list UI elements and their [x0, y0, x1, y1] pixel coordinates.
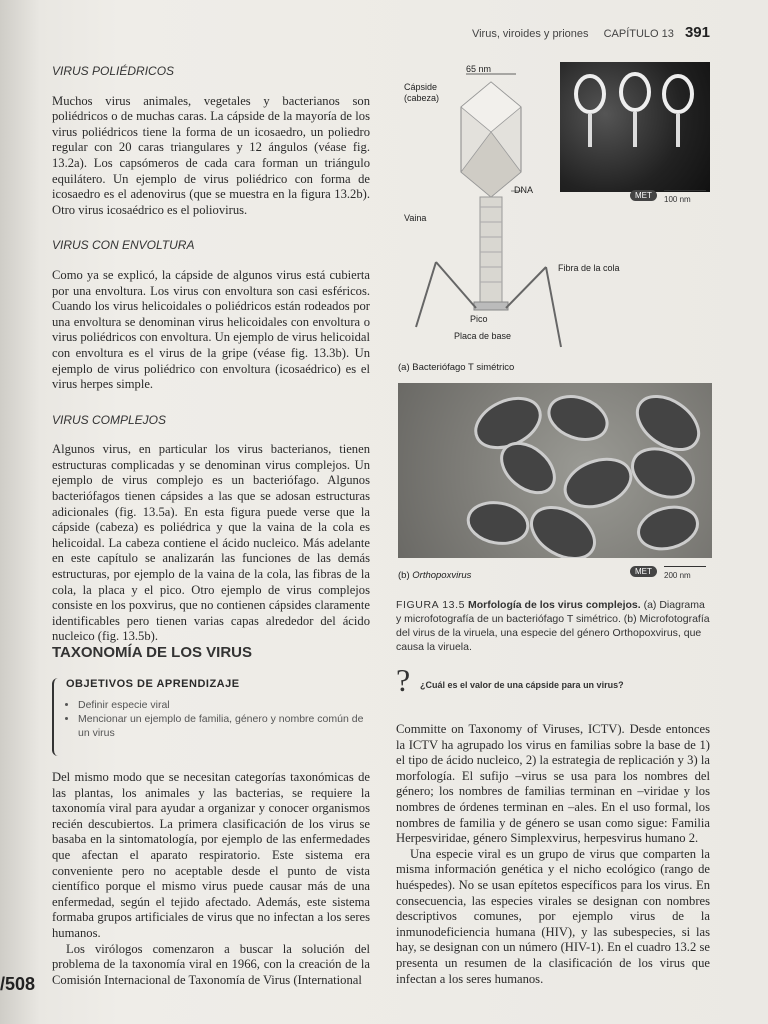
- subheading-enveloped: VIRUS CON ENVOLTURA: [52, 238, 195, 253]
- pin-label: Pico: [470, 314, 488, 324]
- capsid-label: Cápside (cabeza): [404, 82, 440, 103]
- met-badge-b: MET: [630, 566, 657, 577]
- figure-b-label: [398, 570, 471, 581]
- learning-objectives: [52, 678, 372, 740]
- phage-micrograph-art: [560, 62, 710, 192]
- figure-a-label: (a) Bacteriófago T simétrico: [398, 362, 515, 373]
- paragraph-taxonomy-1: Del mismo modo que se necesitan categorías taxonómicas de las plantas, los animales y las bacterias, se requiere la taxonomía viral para ayudar a organizar y conocer organismos recién descubiertos. La primera clasificación de los virus se basaba en la sintomatología, por ejemplo de las enfermedades que afectan el aparato respiratorio. Este sistema era conveniente pero no aceptable desde el punto de vista científico porque el mismo virus puede causar más de una enfermedad, según el tejido afectado. Además, este sistema formaba grupos artificiales de virus que no infectan a los seres humanos.: [52, 770, 370, 940]
- tail-fiber-label: Fibra de la cola: [558, 263, 620, 273]
- taxonomy-text: [52, 770, 370, 988]
- figure-caption: [396, 598, 710, 654]
- right-column: [396, 722, 710, 987]
- objectives-title: OBJETIVOS DE APRENDIZAJE: [66, 678, 240, 690]
- orthopoxvirus-micrograph: [398, 383, 712, 558]
- dna-label: DNA: [514, 185, 534, 195]
- met-badge-a: MET: [630, 190, 657, 201]
- subheading-complex: VIRUS COMPLEJOS: [52, 412, 167, 427]
- running-title: Virus, viroides y priones: [471, 28, 589, 40]
- scale-bar-b: 200 nm: [664, 566, 706, 580]
- orthopoxvirus-micrograph-art: [398, 383, 712, 558]
- running-header: [472, 24, 710, 41]
- subheading-polyhedral: VIRUS POLIÉDRICOS: [52, 64, 175, 78]
- objectives-list: [64, 698, 372, 740]
- base-plate-label: Placa de base: [454, 331, 512, 341]
- chapter-label: CAPÍTULO 13: [603, 28, 674, 40]
- paragraph-taxonomy-2: Los virólogos comenzaron a buscar la solución del problema de la taxonomía viral en 1966, con la creación de la Comisión Internacional de Taxonomía de Virus (International: [52, 941, 370, 987]
- caption-figure-number: FIGURA 13.5: [396, 599, 466, 611]
- review-question: ¿Cuál es el valor de una cápside para un virus?: [420, 680, 624, 690]
- caption-title: Morfología de los virus complejos.: [467, 599, 641, 611]
- figure-b-letter: (b): [398, 570, 410, 581]
- paragraph-complex: Algunos virus, en particular los virus bacterianos, tienen estructuras complicadas y se denominan virus complejos. Un ejemplo de virus complejo es un bacteriófago. Algunos bacteriófagos tienen cápsides a las que se adosan estructuras adicionales (fig. 13.5a). En esta figura puede verse que la cápside (cabeza) es poliédrica y que la vaina de la cola es helicoidal. La cabeza contiene el ácido nucleico. Más adelante en este capítulo se analizarán las funciones de las demás estructuras, por ejemplo de la vaina de la cola, las fibras de la cola, la placa y el pico. Otro ejemplo de virus complejos consiste en los poxvirus, que no contienen cápsides claramente identificables pero tienen varias capas alrededor del ácido nucleico (fig. 13.5b).: [52, 442, 370, 644]
- scale-bar-a: 100 nm: [664, 190, 706, 204]
- paragraph-polyhedral: Muchos virus animales, vegetales y bacterianos son poliédricos o de muchas caras. La cápside de la mayoría de los virus poliédricos tiene la forma de un icosaedro, un poliedro regular con 20 caras triangulares y 12 ángulos (véase fig. 13.2a). Los capsómeros de cada cara forman un triángulo equilátero. Un ejemplo de virus poliédrico con forma de icosaedro es el adenovirus (que se muestra en la figura 13.2b). Otro virus icosaédrico es el poliovirus.: [52, 93, 370, 217]
- paragraph-species: Una especie viral es un grupo de virus que comparten la misma información genética y el nicho ecológico (rango de huéspedes). No se usan epítetos específicos para los virus. En consecuencia, las especies virales se designan con nombres descriptivos comunes, por ejemplo virus de la inmunodeficiencia humana (HIV), y las subespecies, si las hay, se designan con un número (HIV-1). En el cuadro 13.2 se presenta un resumen de la clasificación de los virus que infectan a los seres humanos.: [396, 846, 710, 986]
- paragraph-ictv: Committe on Taxonomy of Viruses, ICTV). Desde entonces la ICTV ha agrupado los virus en familias sobre la base de 1) el tipo de ácido nucleico, 2) la estrategia de replicación y 3) la morfología. El sufijo –virus se usa para los nombres del género; los nombres de familias terminan en –viridae y los nombres de órdenes terminan en –ales. En el uso formal, los nombres de familia y de género se usan como sigue: Familia Herpesviridae, género Simplexvirus, herpesvirus humano 2.: [396, 722, 710, 846]
- section-heading: TAXONOMÍA DE LOS VIRUS: [52, 644, 253, 661]
- caption-text: (a) Diagrama y microfotografía de un bacteriófago T simétrico. (b) Microfotografía del virus de la viruela, una especie del género Orthopoxvirus, que causa la viruela.: [396, 599, 710, 653]
- figure-b-genus: Orthopoxvirus: [412, 570, 472, 581]
- page-number: 391: [684, 24, 710, 41]
- sheath-label: Vaina: [404, 213, 427, 223]
- footer-code: /508: [0, 974, 36, 994]
- paragraph-enveloped: Como ya se explicó, la cápside de algunos virus está cubierta por una envoltura. Los virus con envoltura son casi esféricos. Cuando los virus helicoidales o poliédricos están rodeados por una envoltura se denominan virus helicoidales con envoltura o virus poliédricos con envoltura. Un ejemplo de virus helicoidal con envoltura es el virus de la gripe (véase fig. 13.3b). Un ejemplo de virus poliédrico con envoltura (icosaédrico) es el virus herpes simple.: [52, 267, 370, 392]
- phage-micrograph: [560, 62, 710, 192]
- objectives-bracket: [52, 678, 58, 756]
- dimension-label: 65 nm: [466, 64, 492, 74]
- objective-item: • Definir especie viral: [78, 698, 372, 712]
- left-column: [52, 60, 370, 645]
- objective-item: • Mencionar un ejemplo de familia, género y nombre común de un virus: [78, 712, 372, 740]
- question-mark-icon: ?: [396, 662, 411, 698]
